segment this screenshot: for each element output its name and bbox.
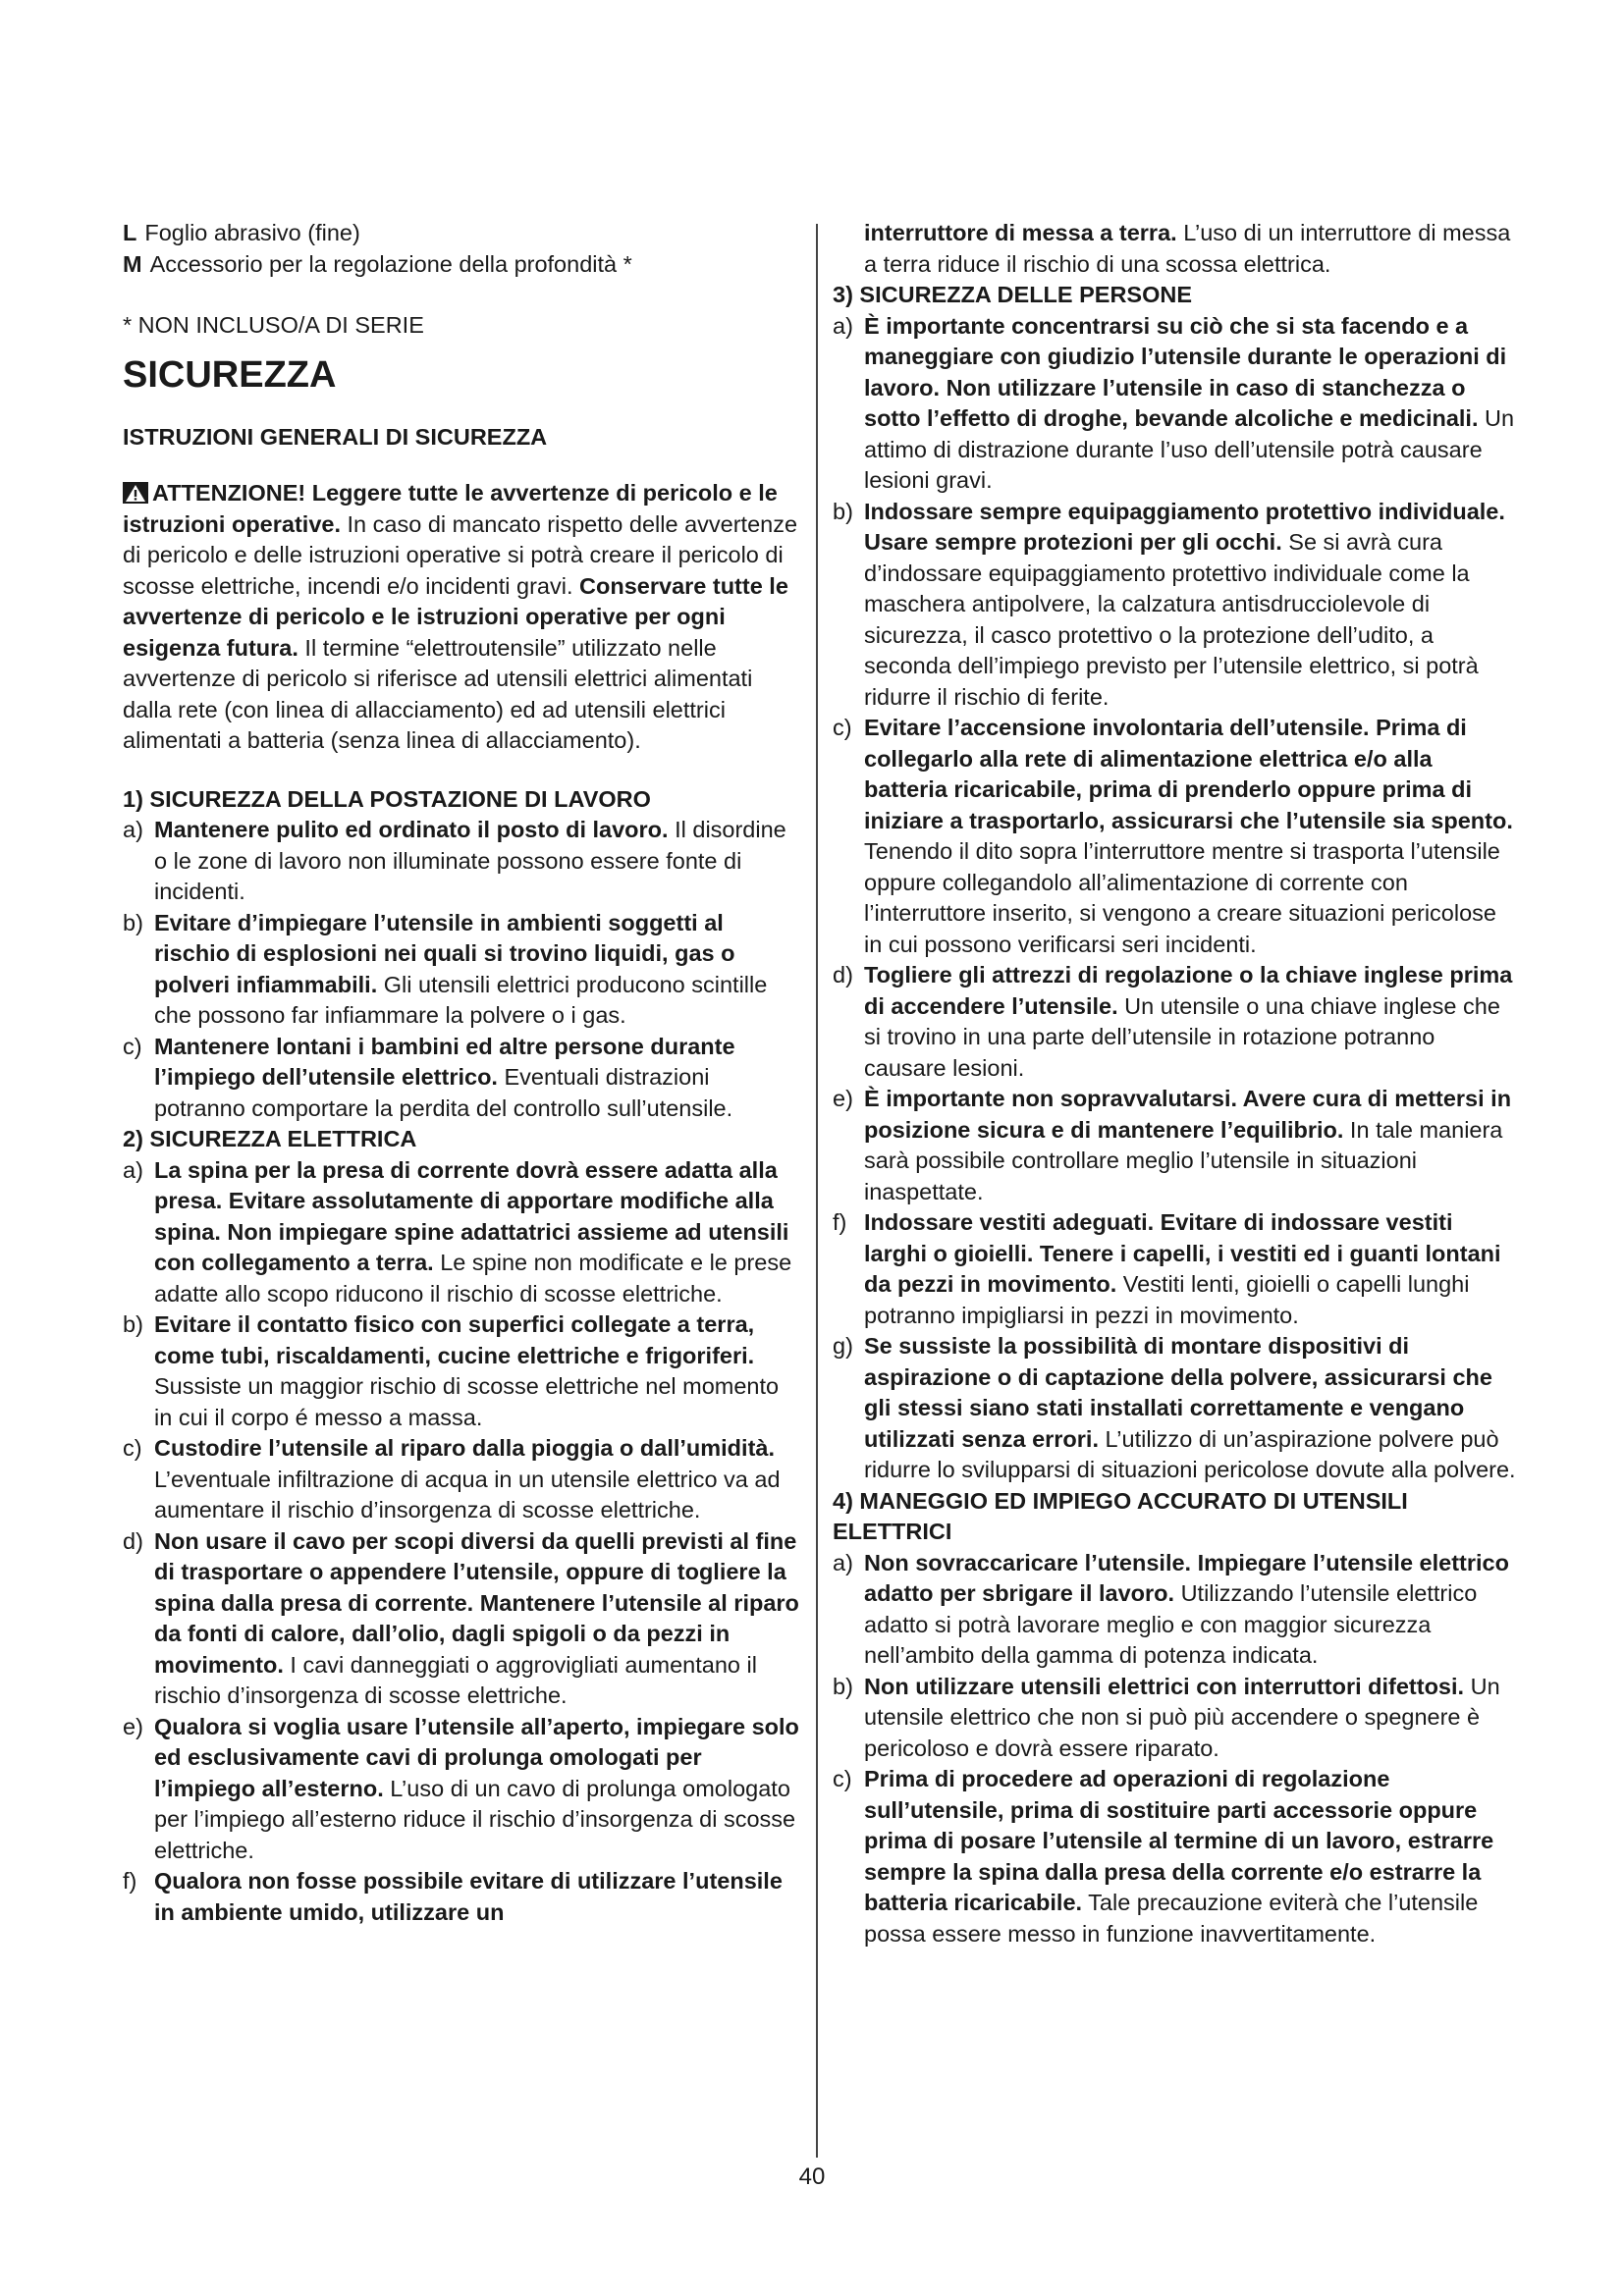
list-item <box>833 1331 1520 1486</box>
item-text: Vestiti lenti, gioielli o capelli lunghi potranno impigliarsi in pezzi in movimento. <box>864 1271 1470 1328</box>
list-item <box>123 815 800 908</box>
item-bold: Evitare l’accensione involontaria dell’utensile. Prima di collegarlo alla rete di alimentazione elettrica e/o alla batteria ricaricabile, prima di prenderlo oppure prima di iniziare a trasportarlo, assicurarsi che l’utensile sia spento. <box>864 715 1513 833</box>
item-label: c) <box>833 1766 852 1791</box>
item-label: a) <box>833 1549 853 1575</box>
list-item <box>123 1866 800 1928</box>
item-text: Tenendo il dito sopra l’interruttore mentre si trasporta l’utensile oppure collegandolo all’alimentazione di corrente con l’interruttore inserito, si vengono a creare situazioni pericolose in cui possono verificarsi seri incidenti. <box>864 838 1500 957</box>
item-text: Un utensile elettrico che non si può più accendere o spegnere è pericoloso e dovrà essere riparato. <box>864 1673 1500 1761</box>
list-item <box>833 311 1520 497</box>
item-bold: È importante non sopravvalutarsi. Avere cura di mettersi in posizione sicura e di mantenere l’equilibrio. <box>864 1086 1512 1143</box>
item-bold: Se sussiste la possibilità di montare dispositivi di aspirazione o di captazione della polvere, assicurarsi che gli stessi siano stati installati correttamente e vengano utilizzati senza errori. <box>864 1333 1492 1452</box>
item-label: b) <box>123 909 143 935</box>
legend-key: L <box>123 220 137 245</box>
item-label: b) <box>833 1673 853 1699</box>
not-included-note: * NON INCLUSO/A DI SERIE <box>123 312 424 338</box>
item-text: Un utensile o una chiave inglese che si trovino in una parte dell’utensile in rotazione potranno causare lesioni. <box>864 992 1500 1081</box>
list-item <box>833 1764 1520 1949</box>
section-subtitle: ISTRUZIONI GENERALI DI SICUREZZA <box>123 423 548 450</box>
item-text: Eventuali distrazioni potranno comportare la perdita del controllo sull’utensile. <box>154 1064 733 1121</box>
warning-text-2: Il termine “elettroutensile” utilizzato nelle avvertenze di pericolo si riferisce ad utensili elettrici alimentati dalla rete (con linea di allacciamento) ed ad utensili elettrici alimentati a batteria (senza linea di allacciamento). <box>123 634 753 753</box>
item-text: In tale maniera sarà possibile controllare meglio l’utensile in situazioni inaspettate. <box>864 1116 1503 1204</box>
list-item <box>123 1155 800 1310</box>
item-text: Sussiste un maggior rischio di scosse elettriche nel momento in cui il corpo é messo a massa. <box>154 1373 780 1430</box>
list-item <box>833 960 1520 1084</box>
item-bold: È importante concentrarsi su ciò che si sta facendo e a maneggiare con giudizio l’utensile durante le operazioni di lavoro. Non utilizzare l’utensile in caso di stanchezza o sotto l’effetto di droghe, bevande alcoliche e medicinali. <box>864 312 1507 431</box>
legend-key: M <box>123 250 142 277</box>
item-label: a) <box>123 817 143 842</box>
list-item <box>833 1548 1520 1672</box>
item-label: e) <box>123 1713 143 1739</box>
item-label: d) <box>123 1527 143 1554</box>
item-bold: Qualora non fosse possibile evitare di utilizzare l’utensile in ambiente umido, utilizzare un <box>154 1868 783 1925</box>
list-item <box>123 1309 800 1433</box>
item-bold: Non utilizzare utensili elettrici con interruttori difettosi. <box>864 1673 1465 1699</box>
item-bold: La spina per la presa di corrente dovrà essere adatta alla presa. Evitare assolutamente di apportare modifiche alla spina. Non impiegare spine adattatrici assieme ad utensili con collegamento a terra. <box>154 1156 789 1275</box>
item-bold: Custodire l’utensile al riparo dalla pioggia o dall’umidità. <box>154 1435 775 1461</box>
left-column <box>123 218 800 1928</box>
item-label: a) <box>123 1156 143 1183</box>
list-item <box>123 1433 800 1526</box>
item-bold: Non sovraccaricare l’utensile. Impiegare l’utensile elettrico adatto per sbrigare il lavoro. <box>864 1549 1509 1606</box>
item-label: e) <box>833 1086 853 1111</box>
list-item <box>833 1207 1520 1331</box>
item-label: c) <box>123 1435 142 1461</box>
legend-text: Accessorio per la regolazione della profondità * <box>149 250 632 277</box>
legend-item-l <box>123 218 800 249</box>
item-bold: Togliere gli attrezzi di regolazione o la chiave inglese prima di accendere l’utensile. <box>864 962 1513 1019</box>
column-divider <box>816 224 818 2158</box>
list-item <box>833 497 1520 714</box>
item-label: f) <box>123 1868 137 1894</box>
item-text: Il disordine o le zone di lavoro non illuminate possono essere fonte di incidenti. <box>154 817 786 904</box>
list-item <box>123 1032 800 1125</box>
list-item <box>833 1672 1520 1765</box>
warning-text-1: In caso di mancato rispetto delle avvertenze di pericolo e delle istruzioni operative si potrà creare il pericolo di scosse elettriche, incendi e/o incidenti gravi. <box>123 510 798 599</box>
item-label: c) <box>833 715 852 740</box>
list-item <box>123 1526 800 1712</box>
item-label: b) <box>123 1311 143 1337</box>
page-number: 40 <box>798 2163 826 2190</box>
continuation-text: L’uso di un interruttore di messa a terra riduce il rischio di una scossa elettrica. <box>864 220 1511 277</box>
list-item <box>833 1084 1520 1207</box>
item-text: I cavi danneggiati o aggrovigliati aumentano il rischio d’insorgenza di scosse elettriche. <box>154 1651 757 1708</box>
list-item <box>123 908 800 1032</box>
right-column <box>833 218 1520 1949</box>
item-bold: Mantenere pulito ed ordinato il posto di lavoro. <box>154 817 669 842</box>
item-label: d) <box>833 962 853 988</box>
item-text: Un attimo di distrazione durante l’uso dell’utensile potrà causare lesioni gravi. <box>864 405 1515 493</box>
warning-bold-1: ATTENZIONE! Leggere tutte le avvertenze di pericolo e le istruzioni operative. <box>123 480 778 537</box>
item-label: b) <box>833 498 853 524</box>
item-text: L’eventuale infiltrazione di acqua in un utensile elettrico va ad aumentare il rischio d’insorgenza di scosse elettriche. <box>154 1466 781 1522</box>
section-1-heading: 1) SICUREZZA DELLA POSTAZIONE DI LAVORO <box>123 785 651 812</box>
item-bold: Evitare d’impiegare l’utensile in ambienti soggetti al rischio di esplosioni nei quali si trovino liquidi, gas o polveri infiammabili. <box>154 909 735 997</box>
warning-paragraph <box>123 478 800 757</box>
warning-bold-2: Conservare tutte le avvertenze di pericolo e le istruzioni operative per ogni esigenza futura. <box>123 572 788 661</box>
warning-icon <box>123 482 148 504</box>
item-label: f) <box>833 1209 847 1235</box>
item-text: Se si avrà cura d’indossare equipaggiamento protettivo individuale come la maschera antipolvere, la calzatura antisdrucciolevole di sicurezza, il casco protettivo o la protezione dell’udito, a seconda dell’impiego previsto per l’utensile elettrico, si potrà ridurre il rischio di ferite. <box>864 529 1479 710</box>
section-4-heading: 4) MANEGGIO ED IMPIEGO ACCURATO DI UTENSILI ELETTRICI <box>833 1487 1408 1544</box>
item-text: Utilizzando l’utensile elettrico adatto si potrà lavorare meglio e con maggior sicurezza nell’ambito della gamma di potenza indicata. <box>864 1580 1478 1668</box>
item-text: L’uso di un cavo di prolunga omologato per l’impiego all’esterno riduce il rischio d’insorgenza di scosse elettriche. <box>154 1775 796 1863</box>
item-text: Le spine non modificate e le prese adatte allo scopo riducono il rischio di scosse elettriche. <box>154 1250 792 1307</box>
list-item <box>833 713 1520 960</box>
item-label: g) <box>833 1333 853 1359</box>
item-label: a) <box>833 312 853 339</box>
item-bold: Non usare il cavo per scopi diversi da quelli previsti al fine di trasportare o appendere l’utensile, oppure di togliere la spina dalla presa di corrente. Mantenere l’utensile al riparo da fonti di calore, dall’olio, dagli spigoli o da pezzi in movimento. <box>154 1527 799 1678</box>
section-3-heading: 3) SICUREZZA DELLE PERSONE <box>833 282 1193 307</box>
item-bold: Mantenere lontani i bambini ed altre persone durante l’impiego dell’utensile elettrico. <box>154 1033 735 1090</box>
item-bold: Prima di procedere ad operazioni di regolazione sull’utensile, prima di sostituire parti accessorie oppure prima di posare l’utensile al termine di un lavoro, estrarre sempre la spina dalla presa della corrente e/o estrarre la batteria ricaricabile. <box>864 1766 1494 1915</box>
item-bold: Indossare sempre equipaggiamento protettivo individuale. Usare sempre protezioni per gli occhi. <box>864 498 1505 555</box>
item-bold: Indossare vestiti adeguati. Evitare di indossare vestiti larghi o gioielli. Tenere i capelli, i vestiti ed i guanti lontani da pezzi in movimento. <box>864 1209 1501 1297</box>
continuation-item <box>833 218 1520 280</box>
item-label: c) <box>123 1033 142 1059</box>
list-item <box>123 1712 800 1867</box>
item-text: Gli utensili elettrici producono scintille che possono far infiammare la polvere o i gas. <box>154 971 768 1028</box>
section-2-heading: 2) SICUREZZA ELETTRICA <box>123 1126 417 1151</box>
legend-item-m <box>123 249 800 281</box>
continuation-bold: interruttore di messa a terra. <box>864 220 1177 245</box>
item-text: L’utilizzo di un’aspirazione polvere può ridurre lo svilupparsi di situazioni pericolose dovute alla polvere. <box>864 1425 1516 1482</box>
item-text: Tale precauzione eviterà che l’utensile possa essere messo in funzione inavvertitamente. <box>864 1890 1479 1947</box>
page-title: SICUREZZA <box>123 353 337 396</box>
legend-text: Foglio abrasivo (fine) <box>144 220 360 245</box>
item-bold: Evitare il contatto fisico con superfici collegate a terra, come tubi, riscaldamenti, cucine elettriche e frigoriferi. <box>154 1311 755 1368</box>
item-bold: Qualora si voglia usare l’utensile all’aperto, impiegare solo ed esclusivamente cavi di prolunga omologati per l’impiego all’esterno. <box>154 1713 799 1801</box>
